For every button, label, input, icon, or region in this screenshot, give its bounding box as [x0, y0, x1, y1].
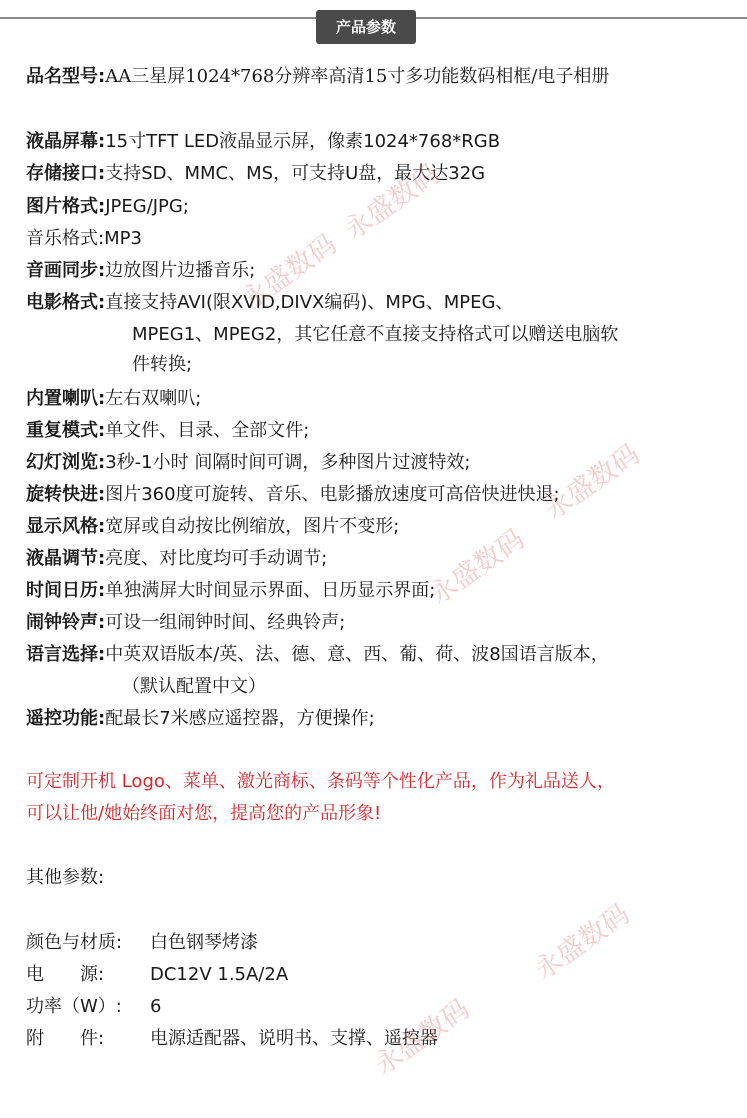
model-value: AA三星屏1024*768分辨率高清15寸多功能数码相框/电子相册: [105, 66, 610, 87]
spec-row: [26, 576, 435, 602]
watermark: 永盛数码: [236, 228, 343, 317]
other-param-value: 6: [150, 996, 162, 1017]
spec-value: 直接支持AVI(限XVID,DIVX编码)、MPG、MPEG、: [105, 292, 514, 313]
model-label: 品名型号:: [26, 66, 106, 87]
watermark: 永盛数码: [369, 993, 476, 1082]
spec-value: 边放图片边播音乐;: [105, 260, 256, 281]
spec-label: 闹钟铃声:: [26, 612, 106, 633]
other-param-label: 电 源:: [26, 964, 105, 985]
spec-row: [26, 544, 327, 570]
spec-value: 单文件、目录、全部文件;: [105, 420, 310, 441]
spec-row: [26, 256, 255, 282]
spec-label: 时间日历:: [26, 580, 106, 601]
spec-label: 电影格式:: [26, 292, 106, 313]
spec-row: [26, 192, 189, 218]
spec-row: [26, 384, 201, 410]
spec-value: 3秒-1小时 间隔时间可调，多种图片过渡特效;: [105, 452, 471, 473]
model-row: [26, 62, 609, 88]
watermark: 永盛数码: [539, 438, 646, 527]
spec-label: 幻灯浏览:: [26, 452, 106, 473]
watermark: 永盛数码: [339, 158, 446, 247]
other-param-label: 功率（W）:: [26, 996, 122, 1017]
spec-value: 支持SD、MMC、MS，可支持U盘，最大达32G: [105, 163, 486, 184]
spec-row: [26, 608, 345, 634]
other-param-row: [26, 992, 161, 1018]
section-tab: 产品参数: [316, 10, 416, 44]
spec-label: 图片格式:: [26, 196, 106, 217]
spec-row: [26, 224, 142, 250]
other-param-row: [26, 960, 288, 986]
other-param-value: 白色钢琴烤漆: [150, 932, 258, 953]
spec-row: [26, 512, 399, 538]
spec-row: [26, 127, 500, 153]
spec-value: 图片360度可旋转、音乐、电影播放速度可高倍快进快退;: [105, 484, 560, 505]
spec-label: 旋转快进:: [26, 484, 106, 505]
spec-value: 配最长7米感应遥控器，方便操作;: [105, 708, 375, 729]
spec-value: MP3: [104, 228, 142, 249]
spec-label: 显示风格:: [26, 516, 106, 537]
spec-label: 液晶调节:: [26, 548, 106, 569]
spec-continuation: MPEG1、MPEG2，其它任意不直接支持格式可以赠送电脑软: [132, 324, 619, 345]
spec-label: 液晶屏幕:: [26, 131, 106, 152]
other-param-value: DC12V 1.5A/2A: [150, 964, 289, 985]
spec-value: 左右双喇叭;: [105, 388, 202, 409]
spec-label: 音画同步:: [26, 260, 106, 281]
spec-label: 语言选择:: [26, 644, 106, 665]
other-params-title: 其他参数:: [26, 867, 105, 888]
other-param-value: 电源适配器、说明书、支撑、遥控器: [150, 1028, 438, 1049]
other-param-row: [26, 928, 258, 954]
spec-value: 单独满屏大时间显示界面、日历显示界面;: [105, 580, 436, 601]
custom-note-line: 可定制开机 Logo、菜单、激光商标、条码等个性化产品，作为礼品送人，: [26, 771, 615, 792]
spec-label: 音乐格式:: [26, 228, 105, 249]
other-param-label: 颜色与材质:: [26, 932, 123, 953]
spec-value: 可设一组闹钟时间、经典铃声;: [105, 612, 346, 633]
spec-value: 宽屏或自动按比例缩放，图片不变形;: [105, 516, 400, 537]
watermark: 永盛数码: [424, 523, 531, 612]
spec-label: 重复模式:: [26, 420, 106, 441]
spec-continuation: （默认配置中文）: [122, 676, 266, 697]
spec-value: 中英双语版本/英、法、德、意、西、葡、荷、波8国语言版本，: [105, 644, 609, 665]
watermark: 永盛数码: [529, 898, 636, 987]
other-param-label: 附 件:: [26, 1028, 105, 1049]
spec-value: 亮度、对比度均可手动调节;: [105, 548, 328, 569]
spec-row: [26, 640, 609, 666]
custom-note-line: 可以让他/她始终面对您，提高您的产品形象!: [26, 803, 382, 824]
spec-row: [26, 480, 560, 506]
spec-label: 内置喇叭:: [26, 388, 106, 409]
spec-label: 遥控功能:: [26, 708, 106, 729]
spec-continuation: 件转换;: [132, 354, 193, 375]
spec-label: 存储接口:: [26, 163, 106, 184]
spec-row: [26, 448, 470, 474]
spec-row: [26, 416, 309, 442]
spec-row: [26, 704, 375, 730]
spec-value: JPEG/JPG;: [105, 196, 189, 217]
spec-value: 15寸TFT LED液晶显示屏，像素1024*768*RGB: [105, 131, 501, 152]
